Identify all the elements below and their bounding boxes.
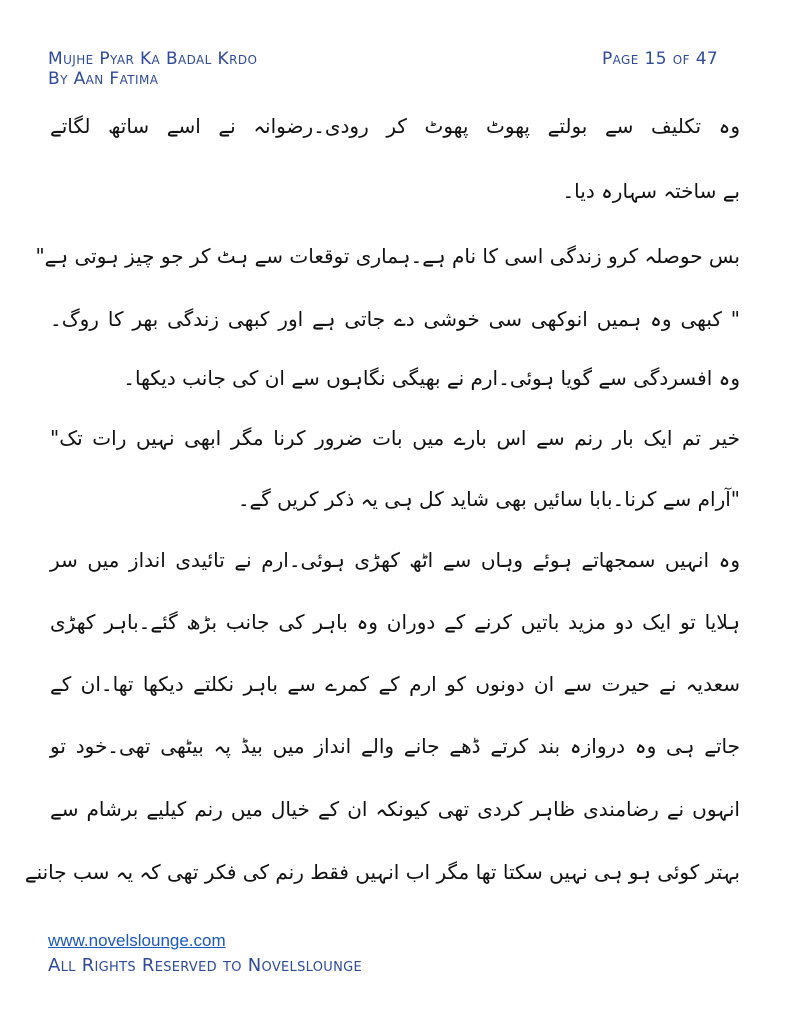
text-line: وہ تکلیف سے بولتے پھوٹ پھوٹ کر رودی۔رضوانہ نے اسے ساتھ لگاتے [50,114,740,138]
text-line: خیر تم ایک بار رنم سے اس بارے میں بات ضرور کرنا مگر ابھی نہیں رات تک" [50,426,740,450]
copyright-notice: All Rights Reserved to Novelslounge [48,955,362,976]
text-line: انہوں نے رضامندی ظاہر کردی تھی کیونکہ ان کے خیال میں رنم کیلیے برشام سے [50,797,740,821]
novel-title: Mujhe Pyar Ka Badal Krdo [48,49,258,69]
text-line: ہلایا تو ایک دو مزید باتیں کرنے کے دوران وہ باہر کی جانب بڑھ گئے۔باہر کھڑی [50,610,740,634]
author-name: By Aan Fatima [48,69,159,89]
text-line: "آرام سے کرنا۔بابا سائیں بھی شاید کل ہی یہ ذکر کریں گے۔ [237,487,740,511]
text-line: سعدیہ نے حیرت سے ان دونوں کو ارم کے کمرے سے باہر نکلتے دیکھا تھا۔ان کے [50,672,740,696]
website-link[interactable]: www.novelslounge.com [48,931,226,950]
text-line: وہ انہیں سمجھاتے ہوئے وہاں سے اٹھ کھڑی ہوئی۔ارم نے تائیدی انداز میں سر [50,548,740,572]
text-line: " کبھی وہ ہمیں انوکھی سی خوشی دے جاتی ہے اور کبھی زندگی بھر کا روگ۔ [50,307,740,331]
page-indicator: Page 15 of 47 [602,49,719,69]
text-line: بس حوصلہ کرو زندگی اسی کا نام ہے۔ہماری توقعات سے ہٹ کر جو چیز ہوتی ہے" [35,244,740,268]
text-line: بے ساختہ سہارہ دیا۔ [562,179,740,203]
text-line: جاتے ہی وہ دروازہ بند کرتے ڈھے جانے والے انداز میں بیڈ پہ بیٹھی تھی۔خود تو [50,734,740,758]
text-line: بہتر کوئی ہو ہی نہیں سکتا تھا مگر اب انہیں فقط رنم کی فکر تھی کہ یہ سب جاننے [24,860,740,884]
text-line: وہ افسردگی سے گویا ہوئی۔ارم نے بھیگی نگاہوں سے ان کی جانب دیکھا۔ [123,366,740,390]
